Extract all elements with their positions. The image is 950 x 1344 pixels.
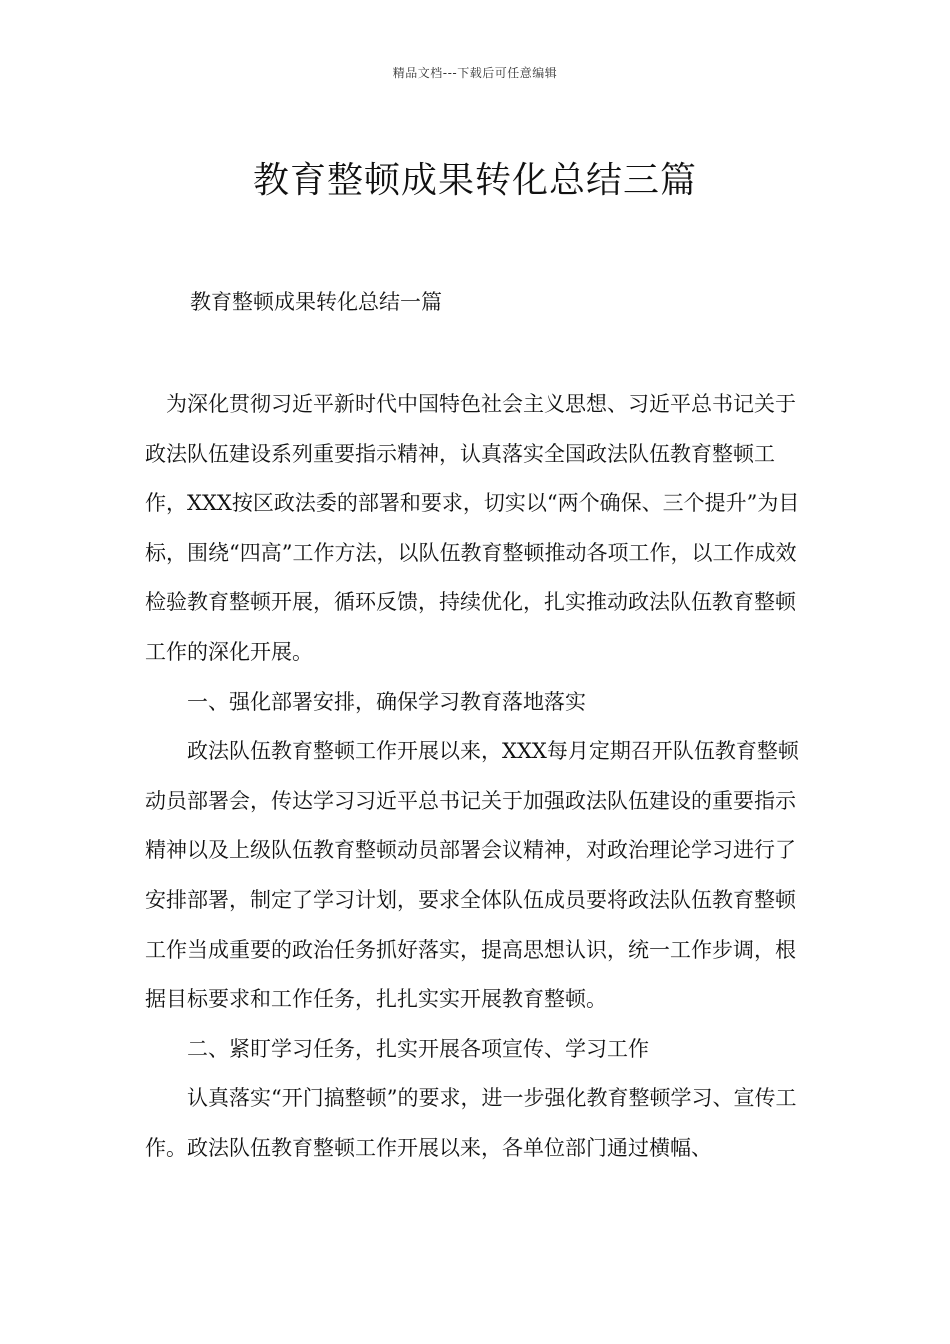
section-heading-1: 一、强化部署安排，确保学习教育落地落实 <box>187 689 586 714</box>
paragraph-section-1: 政法队伍教育整顿工作开展以来，XXX每月定期召开队伍教育整顿动员部署会，传达学习习近平总书记关于加强政法队伍建设的重要指示精神以及上级队伍教育整顿动员部署会议精神，对政治理论学习进行了安排部署，制定了学习计划，要求全体队伍成员要将政法队伍教育整顿工作当成重要的政治任务抓好落实，提高思想认识，统一工作步调，根据目标要求和工作任务，扎扎实实开展教育整顿。 <box>145 739 799 1012</box>
paragraph-section-2: 认真落实“开门搞整顿”的要求，进一步强化教育整顿学习、宣传工作。政法队伍教育整顿工作开展以来，各单位部门通过横幅、 <box>145 1086 797 1160</box>
document-subtitle: 教育整顿成果转化总结一篇 <box>190 290 442 314</box>
document-body <box>145 380 810 1174</box>
page-header: 精品文档---下载后可任意编辑 <box>392 66 558 80</box>
section-heading-2: 二、紧盯学习任务，扎实开展各项宣传、学习工作 <box>187 1036 649 1061</box>
paragraph-intro: 为深化贯彻习近平新时代中国特色社会主义思想、习近平总书记关于政法队伍建设系列重要指示精神，认真落实全国政法队伍教育整顿工作，XXX按区政法委的部署和要求，切实以“两个确保、三个提升”为目标，围绕“四高”工作方法，以队伍教育整顿推动各项工作，以工作成效检验教育整顿开展，循环反馈，持续优化，扎实推动政法队伍教育整顿工作的深化开展。 <box>145 392 800 664</box>
document-title: 教育整顿成果转化总结三篇 <box>252 160 697 202</box>
